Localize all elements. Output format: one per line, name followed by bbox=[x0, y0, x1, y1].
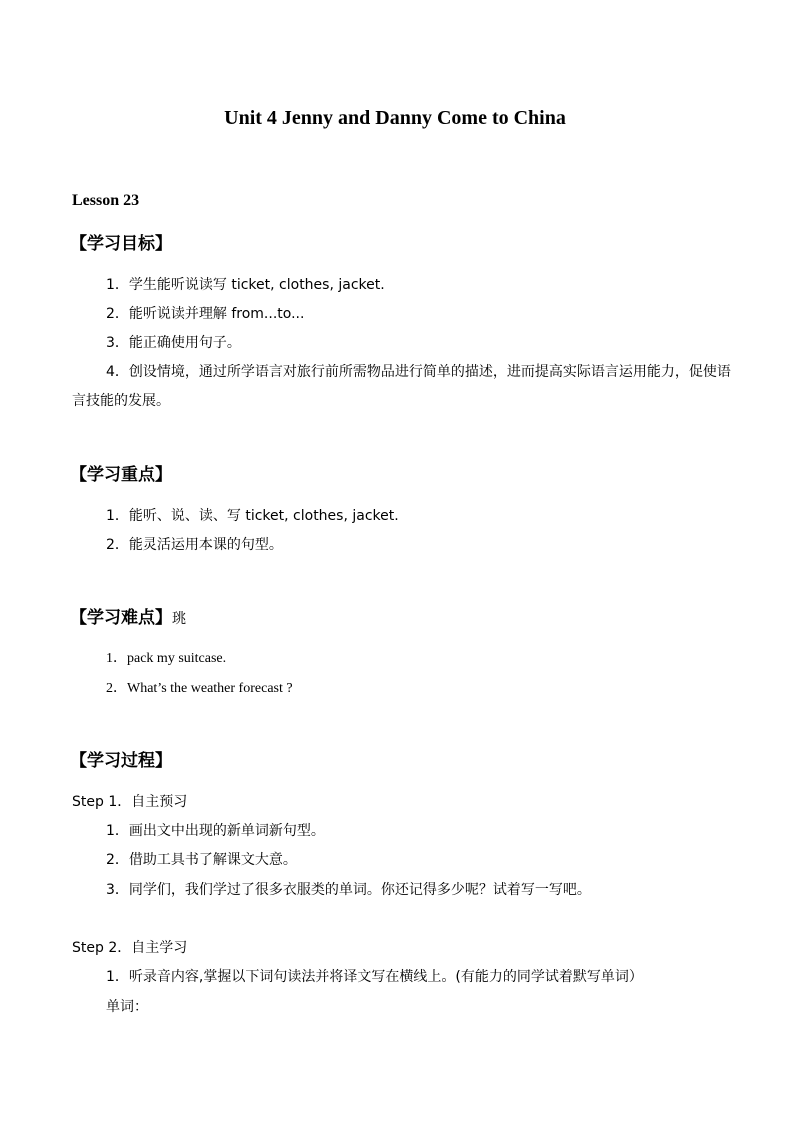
goal-item-2: 2．能听说读并理解 from...to... bbox=[106, 306, 305, 322]
step1-item-2: 2．借助工具书了解课文大意。 bbox=[106, 852, 297, 868]
goal-item-4: 4．创设情境，通过所学语言对旅行前所需物品进行简单的描述，进而提高实际语言运用能力，促使语言技能的发展。 bbox=[72, 364, 731, 409]
step1-item-1: 1．画出文中出现的新单词新句型。 bbox=[106, 823, 325, 839]
key-point-item-2: 2．能灵活运用本课的句型。 bbox=[106, 537, 283, 553]
goal-item-3: 3．能正确使用句子。 bbox=[106, 335, 241, 351]
section-heading-process: 【学习过程】 bbox=[70, 751, 172, 771]
section-heading-key-points: 【学习重点】 bbox=[70, 465, 172, 485]
goal-item-1: 1．学生能听说读写 ticket, clothes, jacket. bbox=[106, 277, 385, 293]
section-heading-goals: 【学习目标】 bbox=[70, 234, 172, 254]
difficulties-heading-text: 【学习难点】 bbox=[70, 608, 172, 628]
difficulty-item-2: 2．What’s the weather forecast ? bbox=[106, 681, 293, 696]
difficulties-heading-extra: 珧 bbox=[172, 611, 186, 627]
step2-sub-label: 单词： bbox=[106, 999, 148, 1015]
step1-item-3: 3．同学们，我们学过了很多衣服类的单词。你还记得多少呢？试着写一写吧。 bbox=[106, 882, 591, 898]
lesson-label: Lesson 23 bbox=[72, 192, 140, 209]
step1-label: Step 1．自主预习 bbox=[72, 794, 188, 810]
difficulty-item-1: 1．pack my suitcase. bbox=[106, 651, 227, 666]
document-title: Unit 4 Jenny and Danny Come to China bbox=[224, 107, 566, 129]
step2-item-1: 1．听录音内容,掌握以下词句读法并将译文写在横线上。(有能力的同学试着默写单词） bbox=[106, 969, 643, 985]
key-point-item-1: 1．能听、说、读、写 ticket, clothes, jacket. bbox=[106, 508, 399, 524]
section-heading-difficulties bbox=[70, 607, 186, 630]
step2-label: Step 2．自主学习 bbox=[72, 940, 188, 956]
